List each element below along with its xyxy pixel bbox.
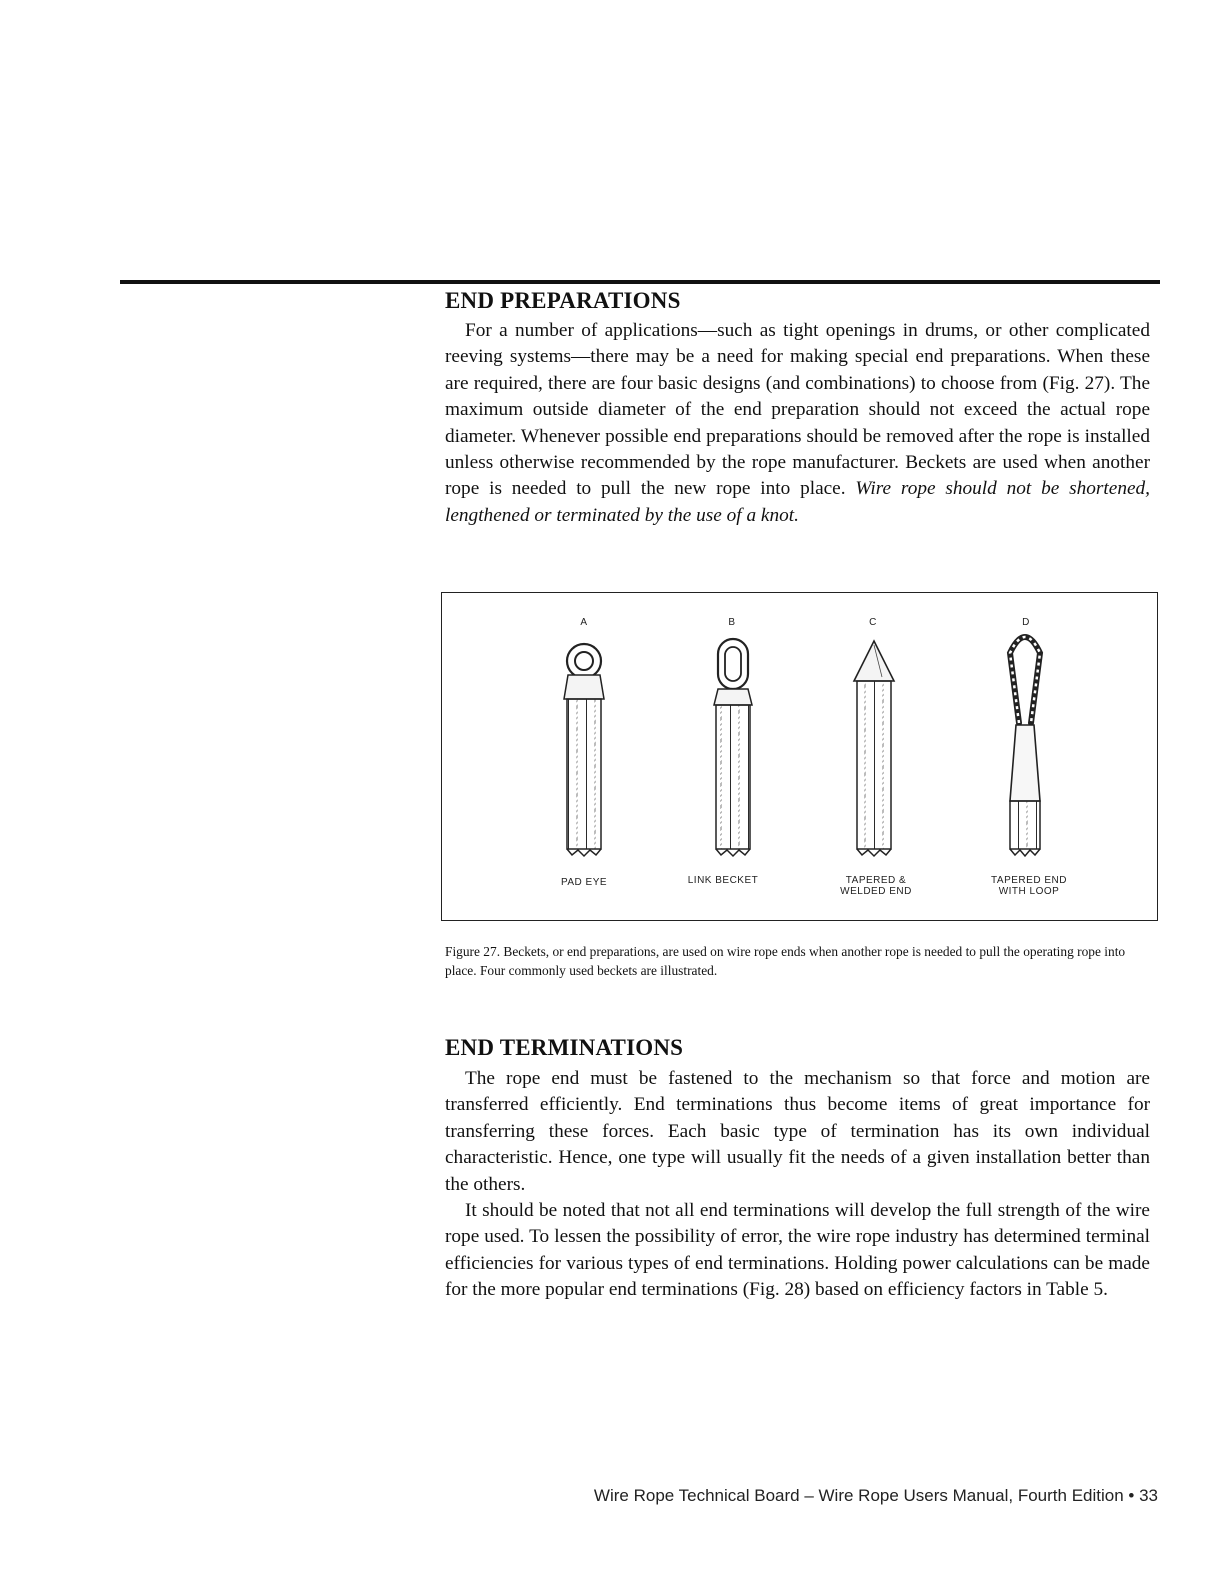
section-title-end-preparations: END PREPARATIONS — [445, 288, 681, 313]
paragraph: The rope end must be fastened to the mechanism so that force and motion are transferred efficiently. End terminations thus become items of great importance for transferring these forces. Each basic type of termination has its own individual characteristic. Hence, one type will usually fit the needs of a given installation better than the others. — [445, 1068, 1150, 1195]
figure-letter-a: A — [580, 617, 588, 628]
emphasis-text: Wire rope should not be shortened, lengthened or terminated by the use of a knot. — [445, 478, 1150, 526]
figure-letter-d: D — [1022, 617, 1030, 628]
end-preparations-body — [445, 318, 1150, 529]
paragraph-text: For a number of applications—such as tight openings in drums, or other complicated reeving systems—there may be a need for making special end preparations. When these are required, there are four basic designs (and combinations) to choose from (Fig. 27). The maximum outside diameter of the end preparation should not exceed the actual rope diameter. Whenever possible end preparations should be removed after the rope is installed unless otherwise recommended by the rope manufacturer. Beckets are used when another rope is needed to pull the new rope into place. — [445, 320, 1150, 500]
figure-letter-b: B — [728, 617, 736, 628]
paragraph: It should be noted that not all end terminations will develop the full strength of the wire rope used. To lessen the possibility of error, the wire rope industry has determined terminal efficiencies for various types of end terminations. Holding power calculations can be made for the more popular end terminations (Fig. 28) based on efficiency factors in Table 5. — [445, 1200, 1150, 1301]
figure-letter-c: C — [869, 617, 877, 628]
paragraph — [445, 318, 1150, 529]
figure-label-tapered-welded: TAPERED & WELDED END — [840, 875, 912, 897]
figure-27 — [441, 592, 1158, 921]
section-title-end-terminations: END TERMINATIONS — [445, 1035, 684, 1060]
figure-caption: Figure 27. Beckets, or end preparations, are used on wire rope ends when another rope is needed to pull the operating rope into place. Four commonly used beckets are illustrated. — [445, 944, 1126, 978]
page-footer: Wire Rope Technical Board – Wire Rope Users Manual, Fourth Edition • 33 — [593, 1486, 1158, 1505]
pad-eye-drawing — [564, 644, 604, 856]
link-becket-drawing — [714, 639, 752, 856]
figure-label-link-becket: LINK BECKET — [687, 875, 759, 886]
top-rule — [120, 280, 1160, 284]
tapered-welded-end-drawing — [854, 641, 894, 856]
tapered-end-loop-drawing — [1010, 637, 1040, 856]
end-terminations-body — [445, 1066, 1150, 1304]
figure-label-pad-eye: PAD EYE — [560, 877, 608, 888]
figure-label-tapered-loop: TAPERED END WITH LOOP — [991, 875, 1067, 897]
becket-illustrations — [442, 593, 1159, 922]
